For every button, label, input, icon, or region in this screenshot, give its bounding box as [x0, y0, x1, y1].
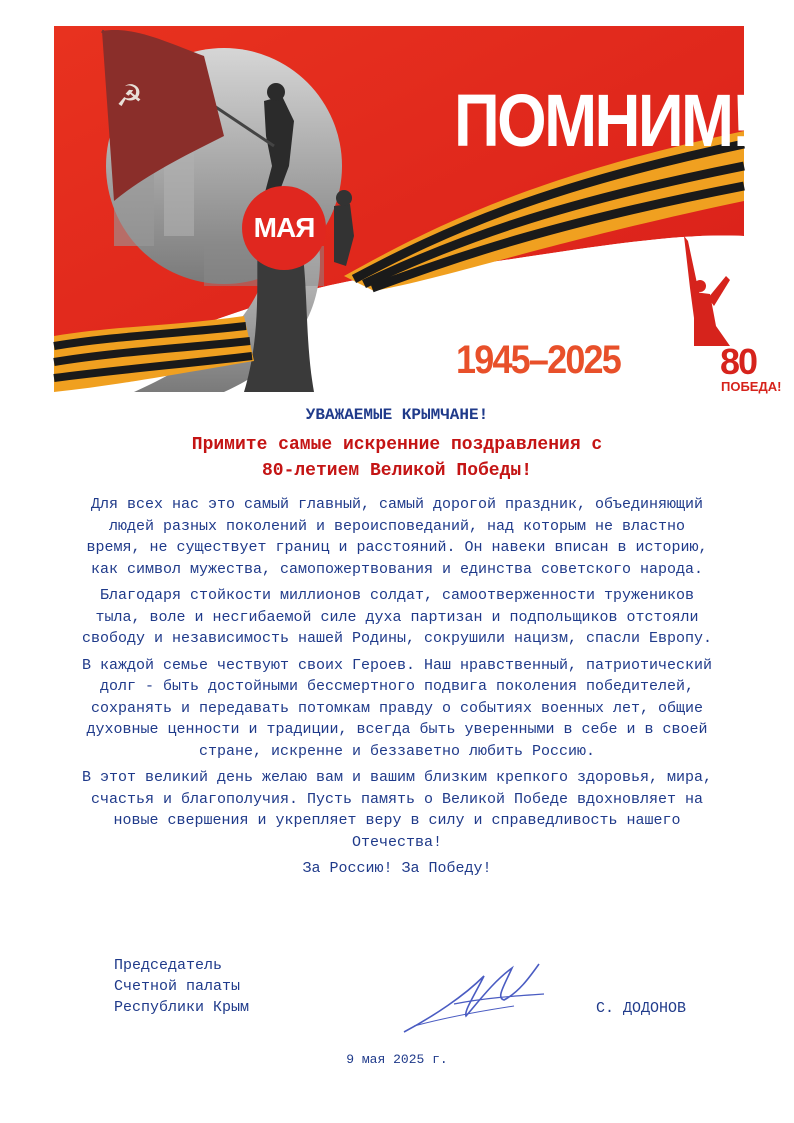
victory-banner — [54, 26, 782, 394]
signer-position — [114, 955, 249, 1018]
logo-80: 80 — [720, 341, 757, 382]
years-label: 1945–2025 — [456, 338, 620, 382]
signer-name: С. ДОДОНОВ — [596, 1000, 687, 1017]
paragraph-slogan: За Россию! За Победу! — [302, 860, 492, 877]
headline-pomnim: ПОМНИМ! — [454, 79, 751, 162]
letter-date: 9 мая 2025 г. — [346, 1052, 448, 1067]
paragraph-3: В каждой семье чествуют своих Героев. Наш нравственный, патриотический долг - быть достойными бессмертного подвига поколения победителей, сохранять и передавать потомкам правду о событиях военных лет, общие духовные ценности и традиции, всегда быть уверенными в себе и в своей стране, искренне и беззаветно любить Россию. — [81, 656, 713, 760]
letter-body — [80, 494, 714, 885]
paragraph-1: Для всех нас это самый главный, самый дорогой праздник, объединяющий людей разных поколений и вероисповеданий, над которым не властно время, не существует границ и расстояний. Он навеки вписан в историю, как символ мужества, самопожертвования и единства советского народа. — [86, 496, 708, 578]
may-badge: МАЯ — [242, 186, 326, 270]
svg-text:☭: ☭ — [116, 79, 143, 114]
paragraph-2: Благодаря стойкости миллионов солдат, самоотверженности тружеников тыла, воле и несгибаемой силе духа партизан и подпольщиков отстояли свободу и независимость нашей Родины, сокрушили нацизм, спасли Европу. — [81, 587, 713, 647]
logo-pobeda: ПОБЕДА! — [721, 379, 782, 394]
position-line-1: Председатель — [114, 957, 223, 974]
congratulations-heading — [0, 432, 794, 484]
paragraph-4: В этот великий день желаю вам и вашим близким крепкого здоровья, мира, счастья и благополучия. Пусть память о Великой Победе вдохновляет на новые свершения и укрепляет веру в силу и справедливость нашего Отечества! — [81, 769, 713, 851]
position-line-3: Республики Крым — [114, 999, 250, 1016]
position-line-2: Счетной палаты — [114, 978, 241, 995]
congrats-line-2: 80-летием Великой Победы! — [261, 461, 533, 481]
congrats-line-1: Примите самые искренние поздравления с — [191, 435, 603, 455]
handwritten-signature — [394, 956, 554, 1040]
greeting-heading: УВАЖАЕМЫЕ КРЫМЧАНЕ! — [305, 406, 489, 424]
